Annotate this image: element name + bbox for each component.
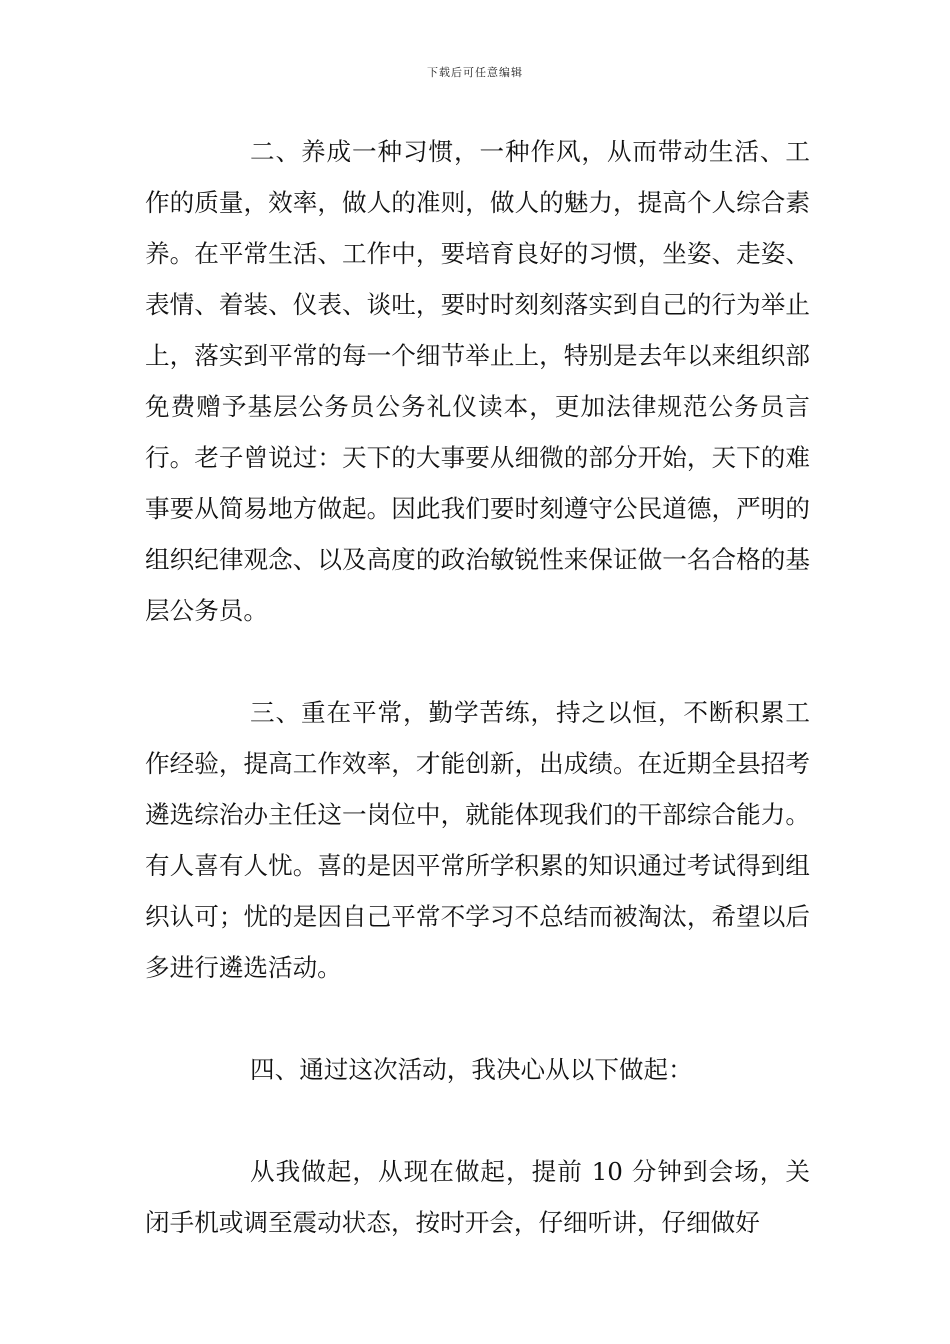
header-note: 下载后可任意编辑 [427,66,523,79]
document-body [145,126,810,1248]
paragraph-2: 二、养成一种习惯，一种作风，从而带动生活、工作的质量，效率，做人的准则，做人的魅力，提高个人综合素养。在平常生活、工作中，要培育良好的习惯，坐姿、走姿、表情、着装、仪表、谈吐，要时时刻刻落实到自己的行为举止上，落实到平常的每一个细节举止上，特别是去年以来组织部免费赠予基层公务员公务礼仪读本，更加法律规范公务员言行。老子曾说过：天下的大事要从细微的部分开始，天下的难事要从简易地方做起。因此我们要时刻遵守公民道德，严明的组织纪律观念、以及高度的政治敏锐性来保证做一名合格的基层公务员。 [145,137,810,625]
paragraph-spacer [145,636,810,687]
paragraph-spacer [145,993,810,1044]
paragraph-4: 四、通过这次活动，我决心从以下做起： [250,1055,693,1084]
paragraph-3: 三、重在平常，勤学苦练，持之以恒，不断积累工作经验，提高工作效率，才能创新，出成绩。在近期全县招考遴选综治办主任这一岗位中，就能体现我们的干部综合能力。有人喜有人忧。喜的是因平常所学积累的知识通过考试得到组织认可；忧的是因自己平常不学习不总结而被淘汰，希望以后多进行遴选活动。 [145,698,810,982]
paragraph-spacer [145,1095,810,1146]
paragraph-5: 从我做起，从现在做起，提前 10 分钟到会场，关闭手机或调至震动状态，按时开会，仔细听讲，仔细做好 [145,1157,810,1237]
